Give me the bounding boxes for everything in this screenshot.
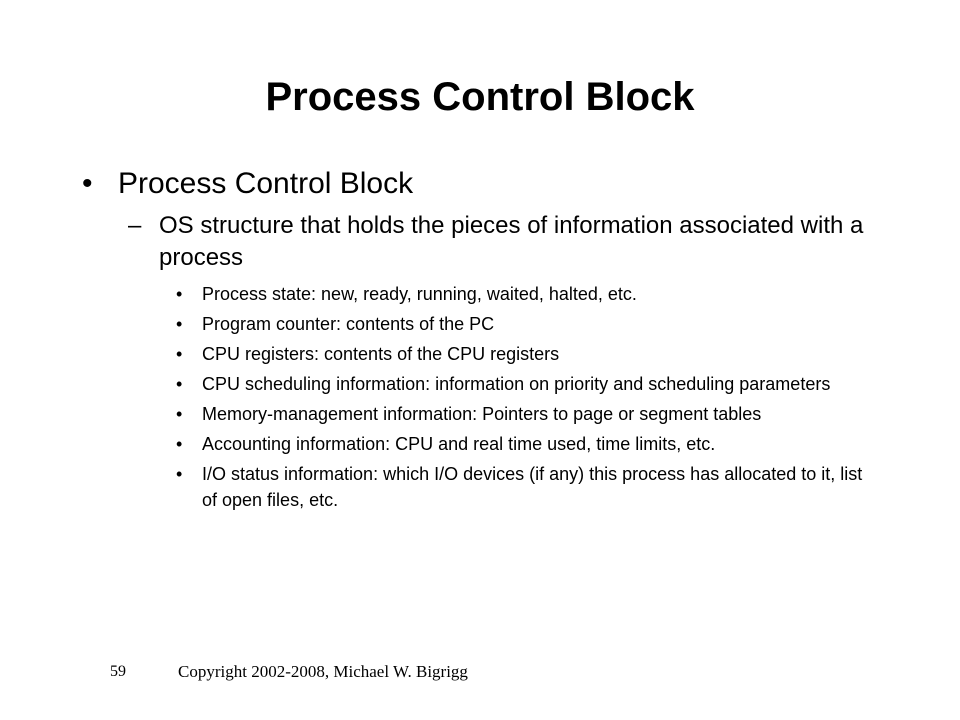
list-item-text: Program counter: contents of the PC xyxy=(202,314,495,334)
list-item xyxy=(176,401,872,427)
list-item-text: CPU registers: contents of the CPU registers xyxy=(202,344,560,364)
list-item-text: Memory-management information: Pointers to page or segment tables xyxy=(202,404,762,424)
page-number: 59 xyxy=(110,663,126,680)
list-item-text: I/O status information: which I/O devices (if any) this process has allocated to it, list of open files, etc. xyxy=(202,464,863,510)
level2-text: OS structure that holds the pieces of information associated with a process xyxy=(159,212,864,271)
copyright-notice: Copyright 2002-2008, Michael W. Bigrigg xyxy=(178,662,468,681)
bullet-icon: • xyxy=(176,434,183,454)
list-item xyxy=(176,431,872,457)
level3-list xyxy=(176,281,896,517)
bullet-icon: • xyxy=(176,404,183,424)
bullet-icon: • xyxy=(176,464,183,484)
bullet-icon: • xyxy=(82,167,93,200)
list-item xyxy=(176,281,872,307)
bullet-icon: • xyxy=(176,374,183,394)
list-item xyxy=(176,311,872,337)
list-item xyxy=(176,341,872,367)
bullet-icon: • xyxy=(176,284,183,304)
dash-icon: – xyxy=(128,212,142,239)
slide-title: Process Control Block xyxy=(265,75,695,119)
bullet-icon: • xyxy=(176,314,183,334)
list-item-text: Accounting information: CPU and real time used, time limits, etc. xyxy=(202,434,716,454)
level1-text: Process Control Block xyxy=(118,167,414,200)
list-item-text: Process state: new, ready, running, waited, halted, etc. xyxy=(202,284,637,304)
list-item xyxy=(176,371,872,397)
list-item-text: CPU scheduling information: information on priority and scheduling parameters xyxy=(202,374,831,394)
bullet-icon: • xyxy=(176,344,183,364)
list-item xyxy=(176,461,872,513)
